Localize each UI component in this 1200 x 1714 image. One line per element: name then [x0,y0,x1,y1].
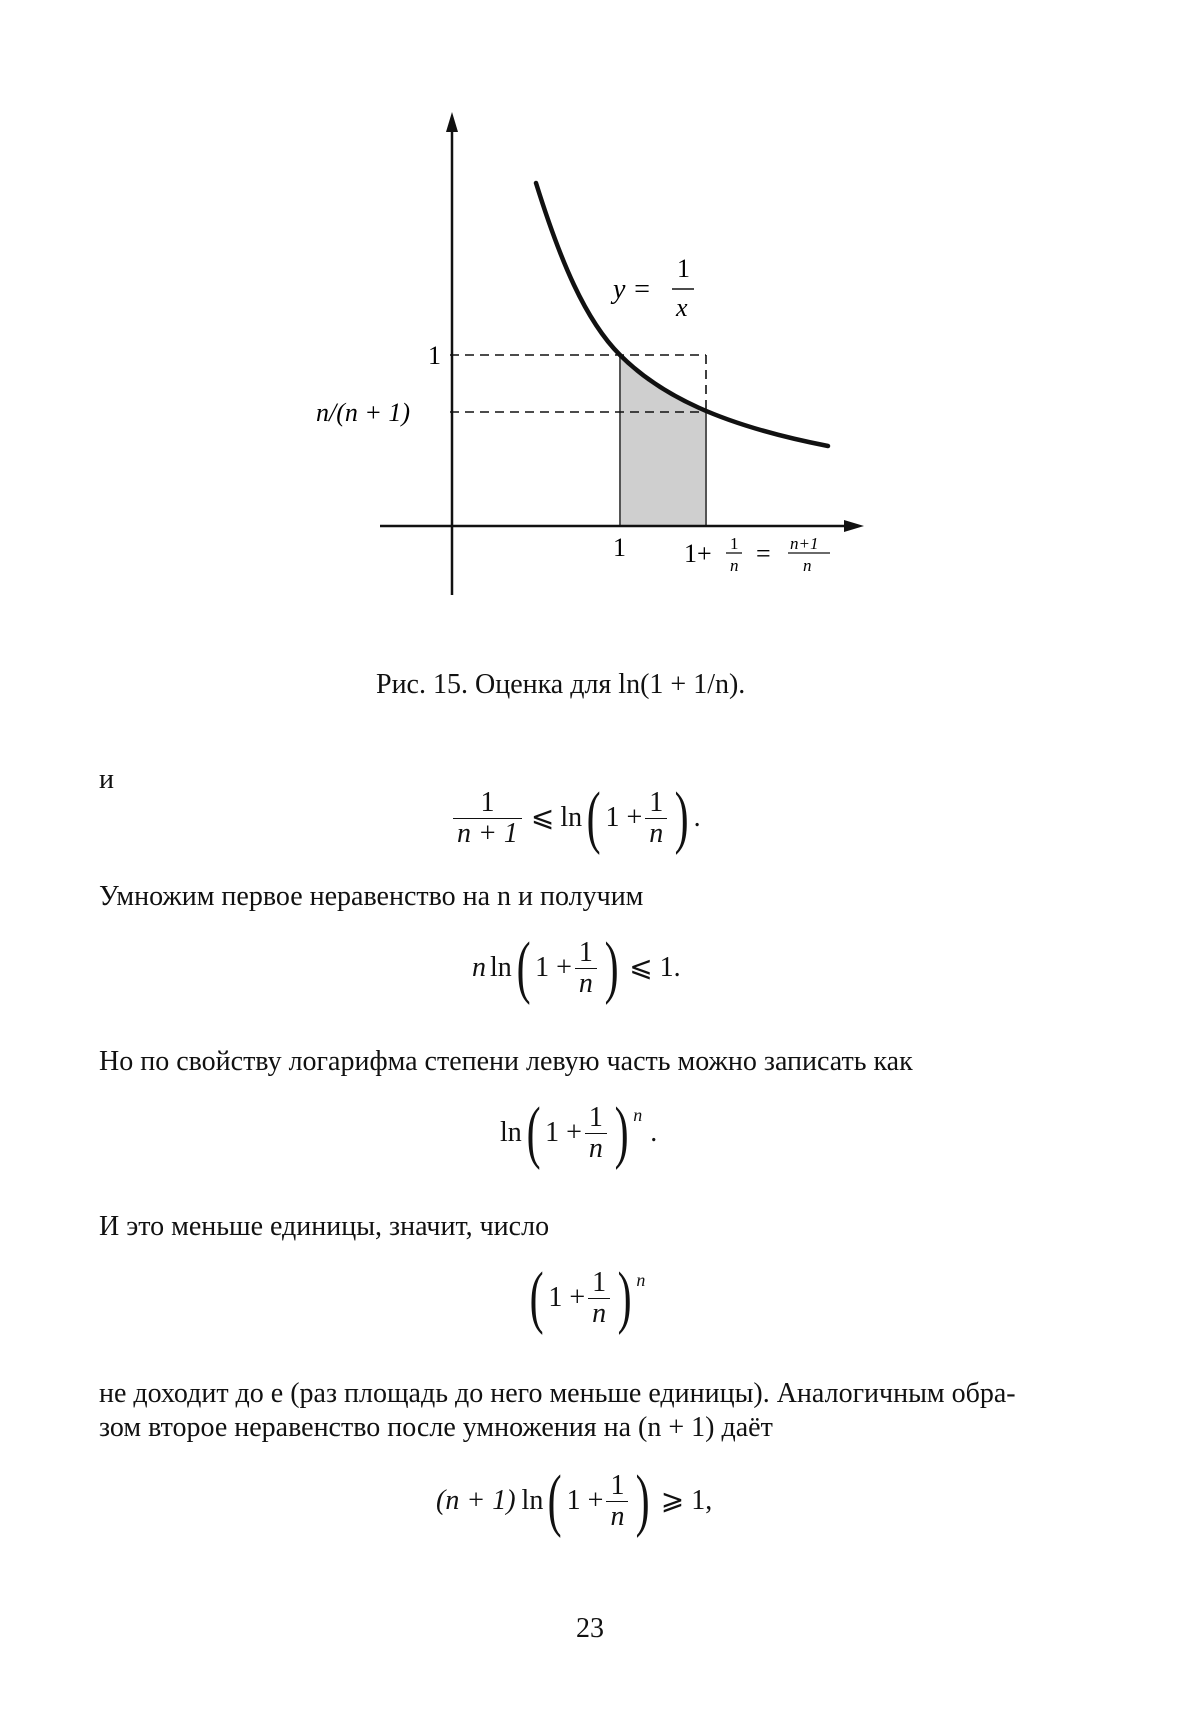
eq1-frac2 [645,788,667,849]
eq1-frac [453,788,522,849]
x-tick-right-eq: = [756,539,771,568]
eq1-ln: ln [560,801,582,835]
eq4-frac-num: 1 [588,1268,610,1299]
paragraph-4-line-1: не доходит до e (раз площадь до него меньше единицы). Аналогичным обра- [99,1377,1016,1411]
eq3-frac [585,1103,607,1164]
eq2-frac-num: 1 [575,938,597,969]
eq4-frac [588,1268,610,1329]
figure-caption: Рис. 15. Оценка для ln(1 + 1/n). [376,668,745,702]
x-tick-right-frac-num: 1 [730,534,739,553]
eq3-one-plus: 1 + [545,1116,582,1150]
y-tick-1: 1 [428,341,441,370]
eq1-frac-den: n + 1 [453,819,522,849]
eq3-dot: . [650,1116,657,1150]
eq5-frac-den: n [606,1502,628,1532]
eq3-frac-den: n [585,1134,607,1164]
eq3-rparen: ) [615,1098,629,1168]
eq1-dot: . [694,801,701,835]
eq4-one-plus: 1 + [548,1281,585,1315]
x-axis-arrow [844,520,864,532]
eq2-n: n [472,951,486,985]
eq1-one-plus: 1 + [605,801,642,835]
eq3-lparen: ( [526,1098,540,1168]
eq1-frac-num: 1 [453,788,522,819]
eq3-exponent: n [633,1098,642,1132]
text-and: и [99,763,114,797]
curve-label-den: x [675,293,688,322]
equation-1 [450,783,701,853]
x-tick-right-a: 1+ [684,539,712,568]
eq2-frac-den: n [575,969,597,999]
eq2-leq-one: ⩽ 1. [629,951,680,985]
x-tick-1: 1 [613,533,626,562]
x-tick-right-frac2-num: n+1 [790,534,818,553]
equation-2 [472,933,681,1003]
eq5-frac [606,1471,628,1532]
paragraph-3: И это меньше единицы, значит, число [99,1210,549,1244]
eq1-frac2-den: n [645,819,667,849]
equation-5 [436,1466,712,1536]
x-tick-right-frac2-den: n [803,556,812,575]
eq5-lparen: ( [548,1466,562,1536]
eq2-ln: ln [490,951,512,985]
eq5-np1: (n + 1) [436,1484,516,1518]
curve-label-num: 1 [677,254,690,283]
shaded-area [620,356,706,526]
y-axis-arrow [446,112,458,132]
x-tick-right-frac-den: n [730,556,739,575]
eq2-one-plus: 1 + [535,951,572,985]
eq2-frac [575,938,597,999]
eq2-rparen: ) [605,933,619,1003]
eq4-rparen: ) [618,1263,632,1333]
eq5-ln: ln [522,1484,544,1518]
equation-3 [500,1098,657,1168]
paragraph-1: Умножим первое неравенство на n и получим [99,880,643,914]
paragraph-4-line-2: зом второе неравенство после умножения на (n + 1) даёт [99,1411,773,1445]
page-number: 23 [576,1612,604,1646]
eq4-exponent: n [636,1263,645,1297]
eq1-leq: ⩽ [531,801,554,835]
y-tick-ratio: n/(n + 1) [316,398,410,427]
eq5-rparen: ) [636,1466,650,1536]
curve-label-lhs: y = [610,274,651,305]
figure-graph [0,0,1200,640]
equation-4 [525,1263,645,1333]
eq5-geq-one: ⩾ 1, [661,1484,712,1518]
eq4-frac-den: n [588,1299,610,1329]
eq1-lparen: ( [587,783,601,853]
paragraph-2: Но по свойству логарифма степени левую часть можно записать как [99,1045,913,1079]
eq4-lparen: ( [530,1263,544,1333]
eq3-frac-num: 1 [585,1103,607,1134]
eq5-frac-num: 1 [606,1471,628,1502]
eq3-ln: ln [500,1116,522,1150]
eq2-lparen: ( [516,933,530,1003]
eq1-frac2-num: 1 [645,788,667,819]
eq5-one-plus: 1 + [567,1484,604,1518]
eq1-rparen: ) [675,783,689,853]
